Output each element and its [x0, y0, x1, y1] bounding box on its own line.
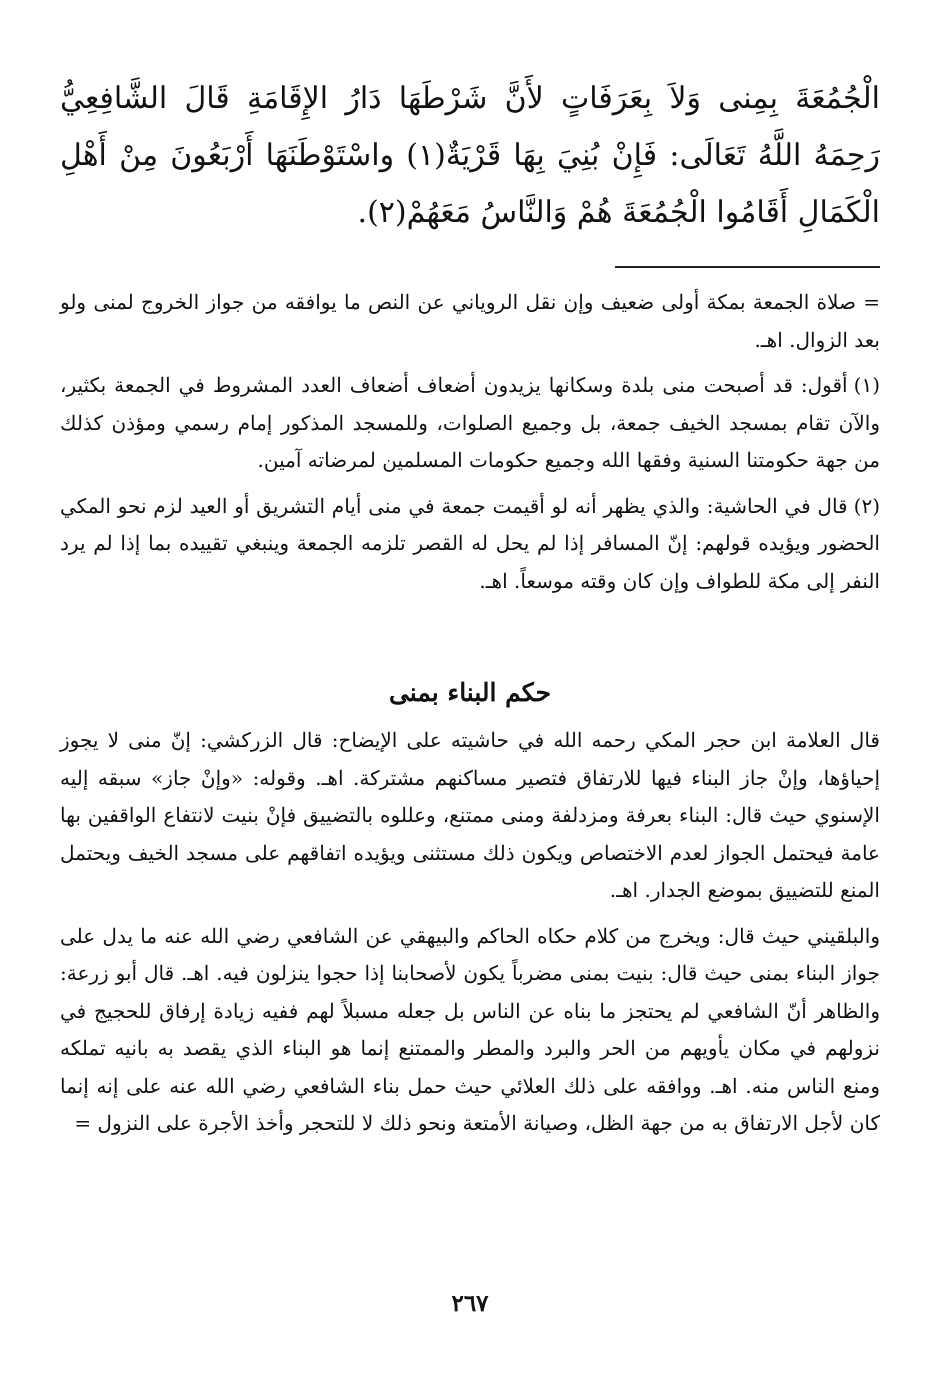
footnote-1 [60, 367, 880, 480]
body-text [60, 722, 880, 1151]
footnote-separator [615, 266, 880, 268]
main-text: الْجُمُعَةَ بِمِنى وَلاَ بِعَرَفَاتٍ لأَنَّ شَرْطَهَا دَارُ الإِقَامَةِ قَالَ الشَّافِعِيُّ رَحِمَهُ اللَّهُ تَعَالَى: فَإِنْ بُنِيَ بِهَا قَرْيَةٌ(١) واسْتَوْطَنَهَا أَرْبَعُونَ مِنْ أَهْلِ الْكَمَالِ أَقَامُوا الْجُمُعَةَ هُمْ وَالنَّاسُ مَعَهُمْ(٢). [60, 81, 880, 230]
footnote-text: أقول: قد أصبحت منى بلدة وسكانها يزيدون أضعاف أضعاف العدد المشروط في الجمعة بكثير، والآن تقام بمسجد الخيف جمعة، بل وجميع الصلوات، وللمسجد المذكور إمام رسمي ومؤذن كذلك من جهة حكومتنا السنية وفقها الله وجميع حكومات المسلمين لمرضاته آمين. [60, 373, 880, 472]
footnote-2 [60, 488, 880, 601]
paragraph: والبلقيني حيث قال: ويخرج من كلام حكاه الحاكم والبيهقي عن الشافعي رضي الله عنه ما يدل على جواز البناء بمنى حيث قال: بنيت بمنى مضرباً يكون لأصحابنا إذا حجوا ينزلون فيه. اهـ. قال أبو زرعة: والظاهر أنّ الشافعي لم يحتجز ما بناه عن الناس بل جعله مسبلاً لهم ففيه زيادة إرفاق للحجيج في نزولهم في مكان يأويهم من الحر والبرد والمطر والممتنع إنما هو البناء الذي يقصد به بانيه تملكه ومنع الناس منه. اهـ. ووافقه على ذلك العلائي حيث حمل بناء الشافعي رضي الله عنه على إنه إنما كان لأجل الارتفاق به من جهة الظل، وصيانة الأمتعة ونحو ذلك لا للتحجر وأخذ الأجرة على النزول = [60, 923, 880, 1135]
paragraph: قال العلامة ابن حجر المكي رحمه الله في حاشيته على الإيضاح: قال الزركشي: إنّ منى لا يجوز إحياؤها، وإنْ جاز البناء فيها للارتفاق فتصير مساكنهم مشتركة. اهـ. وقوله: «وإنْ جاز» سبقه إليه الإسنوي حيث قال: البناء بعرفة ومزدلفة ومنى ممتنع، وعللوه بالتضييق فإنْ بنيت لانتفاع الواقفين بها عامة فيحتمل الجواز لعدم الاختصاص ويكون ذلك مستثنى ويؤيده اتفاقهم على مسجد الخيف ويحتمل المنع للتضييق بموضع الجدار. اهـ. [60, 728, 880, 902]
footnote-text: = صلاة الجمعة بمكة أولى ضعيف وإن نقل الروياني عن النص ما يوافقه من جواز الخروج لمنى ولو بعد الزوال. اهـ. [60, 290, 880, 352]
footnote-continuation [60, 284, 880, 359]
page-number: ٢٦٧ [451, 1290, 489, 1317]
section-title: حكم البناء بمنى [388, 678, 552, 707]
footnotes [60, 284, 880, 608]
footnote-number: (١) [853, 373, 880, 397]
footnote-number: (٢) [853, 493, 880, 518]
footnote-text: قال في الحاشية: والذي يظهر أنه لو أقيمت جمعة في منى أيام التشريق أو العيد لزم نحو المكي الحضور ويؤيده قولهم: إنّ المسافر إذا لم يحل له القصر تلزمه الجمعة وينبغي تقييده بما إذا لم يرد النفر إلى مكة للطواف وإن كان وقته موسعاً. اهـ. [60, 493, 880, 593]
page [60, 70, 880, 1384]
